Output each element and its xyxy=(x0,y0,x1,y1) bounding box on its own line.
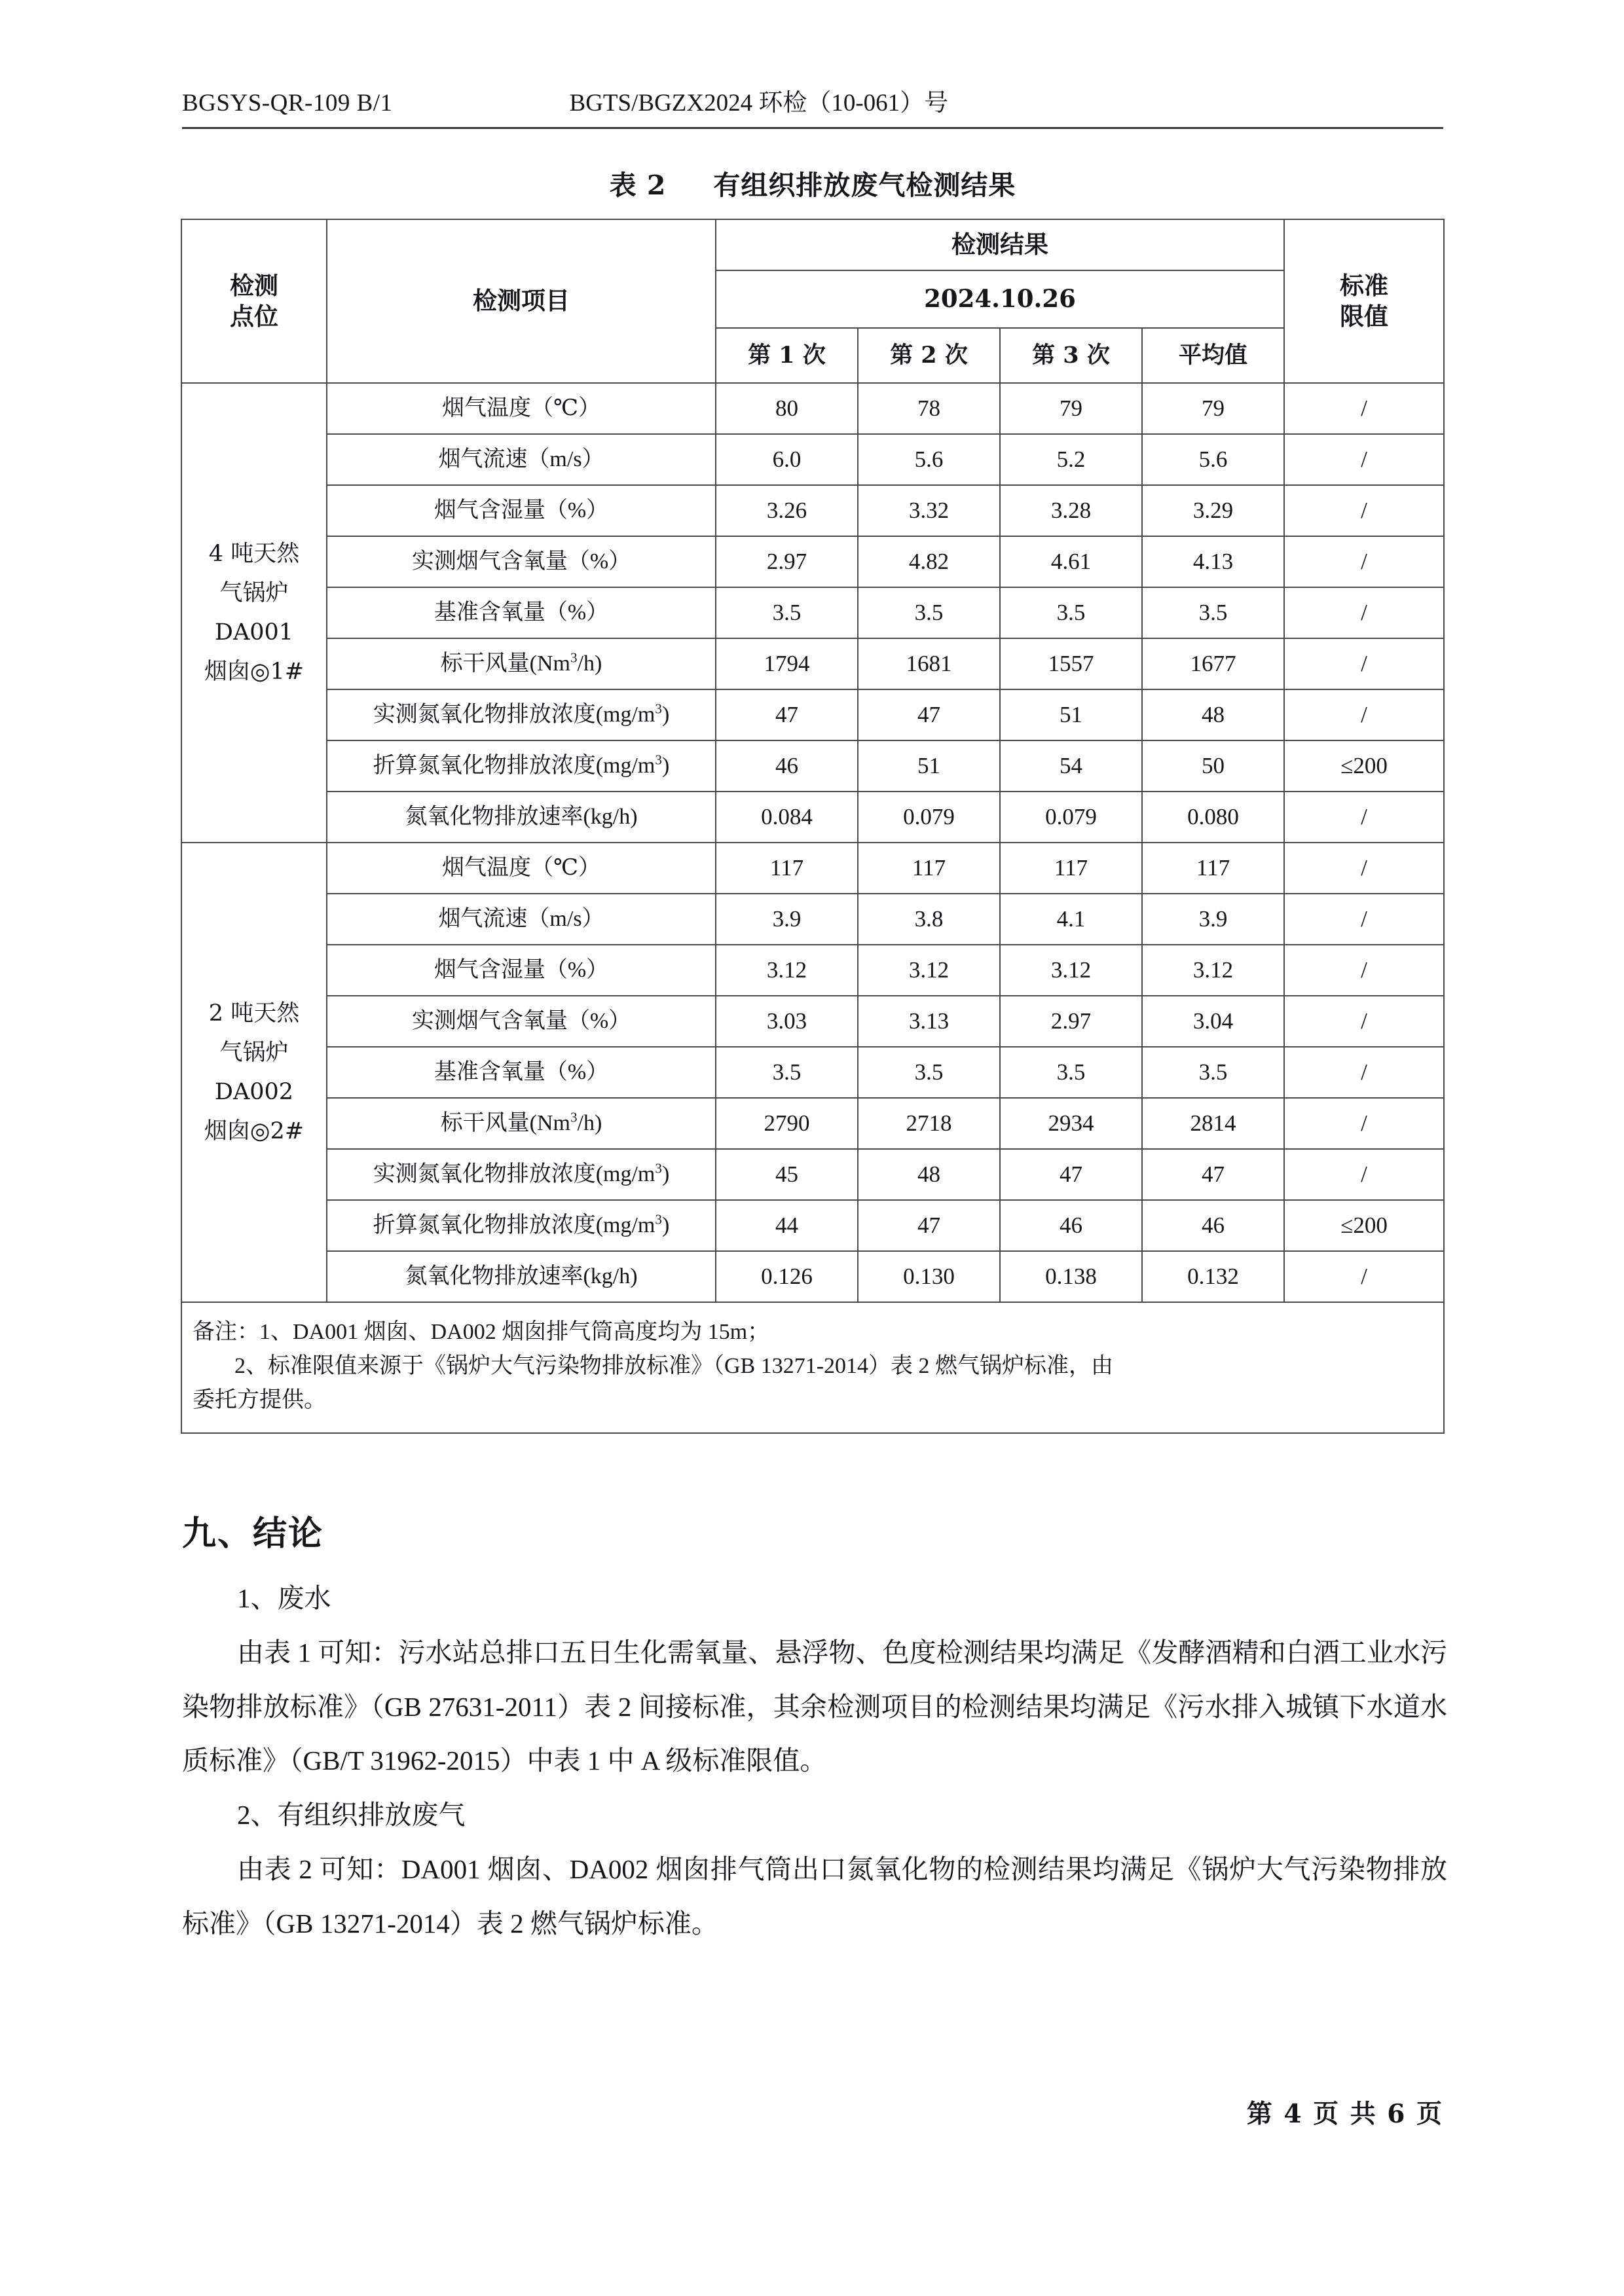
value-average-cell: 5.6 xyxy=(1142,434,1284,485)
table-row xyxy=(181,587,1444,638)
table-row xyxy=(181,945,1444,996)
table-row xyxy=(181,689,1444,740)
document-header xyxy=(182,82,1443,118)
value-average-cell: 1677 xyxy=(1142,638,1284,689)
value-average-cell: 79 xyxy=(1142,383,1284,434)
standard-limit-cell: / xyxy=(1284,383,1444,434)
value-run1-cell: 1794 xyxy=(716,638,858,689)
monitoring-point-line: DA001 xyxy=(214,619,294,646)
col-header-item: 检测项目 xyxy=(327,219,716,383)
value-run1-cell: 6.0 xyxy=(716,434,858,485)
form-code: BGSYS-QR-109 B/1 xyxy=(182,90,393,117)
value-run3-cell: 2.97 xyxy=(1000,996,1142,1047)
test-item-cell: 烟气流速（m/s） xyxy=(327,894,716,945)
value-average-cell: 0.132 xyxy=(1142,1251,1284,1302)
conclusion-sub1-title: 1、废水 xyxy=(237,1583,331,1613)
value-run3-cell: 3.12 xyxy=(1000,945,1142,996)
table-note-line: 备注：1、DA001 烟囱、DA002 烟囱排气筒高度均为 15m； xyxy=(193,1320,770,1345)
standard-limit-cell: / xyxy=(1284,894,1444,945)
value-run1-cell: 80 xyxy=(716,383,858,434)
value-average-cell: 0.080 xyxy=(1142,792,1284,843)
col-header-point-line2: 点位 xyxy=(230,302,278,331)
value-run2-cell: 0.130 xyxy=(858,1251,1000,1302)
table-row xyxy=(181,383,1444,434)
value-run2-cell: 3.12 xyxy=(858,945,1000,996)
value-run2-cell: 3.8 xyxy=(858,894,1000,945)
test-item-cell: 实测氮氧化物排放浓度$(mg/m^3)$ xyxy=(327,689,716,740)
value-run3-cell: 54 xyxy=(1000,740,1142,792)
table-row xyxy=(181,894,1444,945)
standard-limit-cell: / xyxy=(1284,1251,1444,1302)
value-run1-cell: 3.5 xyxy=(716,1047,858,1098)
test-item-cell: 折算氮氧化物排放浓度$(mg/m^3)$ xyxy=(327,740,716,792)
table-body xyxy=(181,383,1444,1433)
value-run1-cell: 3.9 xyxy=(716,894,858,945)
table-caption-title: 有组织排放废气检测结果 xyxy=(713,170,1016,201)
test-item-cell: 标干风量(Nm$^3$/h) xyxy=(327,1098,716,1149)
value-run3-cell: 3.5 xyxy=(1000,587,1142,638)
value-run2-cell: 3.13 xyxy=(858,996,1000,1047)
value-run2-cell: 3.5 xyxy=(858,1047,1000,1098)
table-notes-cell xyxy=(181,1302,1444,1433)
test-item-cell: 烟气含湿量（%） xyxy=(327,945,716,996)
value-run2-cell: 1681 xyxy=(858,638,1000,689)
table-row xyxy=(181,996,1444,1047)
value-run3-cell: 4.61 xyxy=(1000,536,1142,587)
test-item-cell: 折算氮氧化物排放浓度$(mg/m^3)$ xyxy=(327,1200,716,1251)
table-row xyxy=(181,740,1444,792)
value-run3-cell: 5.2 xyxy=(1000,434,1142,485)
value-run2-cell: 51 xyxy=(858,740,1000,792)
monitoring-point-line: 4 吨天然 xyxy=(208,540,300,567)
table-head xyxy=(181,219,1444,383)
monitoring-point-line: 烟囱◎1# xyxy=(204,659,304,685)
value-average-cell: 47 xyxy=(1142,1149,1284,1200)
monitoring-point-line: 气锅炉 xyxy=(219,579,289,606)
value-run2-cell: 4.82 xyxy=(858,536,1000,587)
col-header-limit-line1: 标准 xyxy=(1340,270,1388,300)
table-row xyxy=(181,638,1444,689)
value-run2-cell: 47 xyxy=(858,689,1000,740)
table-row xyxy=(181,434,1444,485)
value-run1-cell: 44 xyxy=(716,1200,858,1251)
value-average-cell: 48 xyxy=(1142,689,1284,740)
conclusion-body xyxy=(182,1571,1447,1951)
value-run2-cell: 3.32 xyxy=(858,485,1000,536)
conclusion-sub2-title: 2、有组织排放废气 xyxy=(237,1800,466,1831)
monitoring-point-line: 2 吨天然 xyxy=(208,1000,300,1027)
value-run3-cell: 46 xyxy=(1000,1200,1142,1251)
standard-limit-cell: / xyxy=(1284,945,1444,996)
standard-limit-cell: / xyxy=(1284,536,1444,587)
test-item-cell: 烟气温度（℃） xyxy=(327,383,716,434)
col-header-run1: 第 1 次 xyxy=(716,328,858,383)
monitoring-point-line: 气锅炉 xyxy=(219,1039,289,1066)
value-run2-cell: 78 xyxy=(858,383,1000,434)
table-caption xyxy=(182,164,1443,202)
standard-limit-cell: / xyxy=(1284,434,1444,485)
value-average-cell: 2814 xyxy=(1142,1098,1284,1149)
value-run3-cell: 3.28 xyxy=(1000,485,1142,536)
table-row xyxy=(181,792,1444,843)
value-run3-cell: 1557 xyxy=(1000,638,1142,689)
emission-results-table xyxy=(181,219,1445,1434)
value-run3-cell: 47 xyxy=(1000,1149,1142,1200)
value-run2-cell: 117 xyxy=(858,843,1000,894)
value-run2-cell: 2718 xyxy=(858,1098,1000,1149)
test-item-cell: 氮氧化物排放速率(kg/h) xyxy=(327,792,716,843)
page-footer: 第 4 页 共 6 页 xyxy=(1246,2099,1443,2129)
table-row xyxy=(181,1047,1444,1098)
value-average-cell: 3.12 xyxy=(1142,945,1284,996)
test-item-cell: 烟气含湿量（%） xyxy=(327,485,716,536)
test-item-cell: 实测氮氧化物排放浓度$(mg/m^3)$ xyxy=(327,1149,716,1200)
table-row xyxy=(181,485,1444,536)
value-average-cell: 3.29 xyxy=(1142,485,1284,536)
value-average-cell: 46 xyxy=(1142,1200,1284,1251)
table-row xyxy=(181,1200,1444,1251)
test-item-cell: 烟气流速（m/s） xyxy=(327,434,716,485)
value-run1-cell: 0.126 xyxy=(716,1251,858,1302)
value-run3-cell: 51 xyxy=(1000,689,1142,740)
table-row xyxy=(181,1251,1444,1302)
standard-limit-cell: / xyxy=(1284,587,1444,638)
test-item-cell: 标干风量(Nm$^3$/h) xyxy=(327,638,716,689)
monitoring-point-line: DA002 xyxy=(214,1079,294,1105)
standard-limit-cell: / xyxy=(1284,1098,1444,1149)
monitoring-point-line: 烟囱◎2# xyxy=(204,1118,304,1145)
col-header-date: 2024.10.26 xyxy=(716,270,1284,328)
test-item-cell: 烟气温度（℃） xyxy=(327,843,716,894)
standard-limit-cell: / xyxy=(1284,1149,1444,1200)
standard-limit-cell: ≤200 xyxy=(1284,1200,1444,1251)
standard-limit-cell: / xyxy=(1284,485,1444,536)
value-average-cell: 3.5 xyxy=(1142,1047,1284,1098)
conclusion-section-title: 九、结论 xyxy=(182,1514,324,1554)
value-average-cell: 3.9 xyxy=(1142,894,1284,945)
test-item-cell: 基准含氧量（%） xyxy=(327,587,716,638)
value-run2-cell: 47 xyxy=(858,1200,1000,1251)
value-run1-cell: 117 xyxy=(716,843,858,894)
value-run1-cell: 3.12 xyxy=(716,945,858,996)
value-average-cell: 3.5 xyxy=(1142,587,1284,638)
monitoring-point-cell xyxy=(181,843,327,1302)
value-run1-cell: 3.03 xyxy=(716,996,858,1047)
value-run1-cell: 45 xyxy=(716,1149,858,1200)
standard-limit-cell: / xyxy=(1284,843,1444,894)
standard-limit-cell: ≤200 xyxy=(1284,740,1444,792)
test-item-cell: 实测烟气含氧量（%） xyxy=(327,996,716,1047)
value-average-cell: 4.13 xyxy=(1142,536,1284,587)
value-run3-cell: 3.5 xyxy=(1000,1047,1142,1098)
value-run1-cell: 2790 xyxy=(716,1098,858,1149)
value-run3-cell: 0.079 xyxy=(1000,792,1142,843)
standard-limit-cell: / xyxy=(1284,638,1444,689)
standard-limit-cell: / xyxy=(1284,689,1444,740)
value-run2-cell: 3.5 xyxy=(858,587,1000,638)
col-header-run2: 第 2 次 xyxy=(858,328,1000,383)
col-header-limit-line2: 限值 xyxy=(1340,302,1388,331)
table-row xyxy=(181,843,1444,894)
value-average-cell: 117 xyxy=(1142,843,1284,894)
table-notes-row xyxy=(181,1302,1444,1433)
col-header-limit xyxy=(1284,219,1444,383)
table-note-line: 2、标准限值来源于《锅炉大气污染物排放标准》（GB 13271-2014）表 2 燃气锅炉标准，由 xyxy=(234,1354,1114,1379)
value-run3-cell: 0.138 xyxy=(1000,1251,1142,1302)
value-run1-cell: 2.97 xyxy=(716,536,858,587)
standard-limit-cell: / xyxy=(1284,1047,1444,1098)
table-note-line: 委托方提供。 xyxy=(193,1387,326,1412)
col-header-point-line1: 检测 xyxy=(230,270,278,300)
value-run2-cell: 0.079 xyxy=(858,792,1000,843)
header-divider xyxy=(182,127,1443,129)
value-run1-cell: 3.26 xyxy=(716,485,858,536)
value-run1-cell: 0.084 xyxy=(716,792,858,843)
test-item-cell: 实测烟气含氧量（%） xyxy=(327,536,716,587)
value-run1-cell: 46 xyxy=(716,740,858,792)
value-run2-cell: 5.6 xyxy=(858,434,1000,485)
monitoring-point-cell xyxy=(181,383,327,843)
report-number: BGTS/BGZX2024 环检（10-061）号 xyxy=(569,90,949,117)
value-run3-cell: 2934 xyxy=(1000,1098,1142,1149)
conclusion-sub2-body: 由表 2 可知：DA001 烟囱、DA002 烟囱排气筒出口氮氧化物的检测结果均满足《锅炉大气污染物排放标准》（GB 13271-2014）表 2 燃气锅炉标准。 xyxy=(182,1854,1447,1939)
value-average-cell: 3.04 xyxy=(1142,996,1284,1047)
table-caption-label: 表 2 xyxy=(609,170,667,201)
value-run3-cell: 117 xyxy=(1000,843,1142,894)
conclusion-sub1-body: 由表 1 可知：污水站总排口五日生化需氧量、悬浮物、色度检测结果均满足《发酵酒精和白酒工业水污染物排放标准》（GB 27631-2011）表 2 间接标准，其余检测项目的检测结果均满足《污水排入城镇下水道水质标准》（GB/T 31962-2015）中表 1 中 A 级标准限值。 xyxy=(182,1637,1447,1776)
standard-limit-cell: / xyxy=(1284,996,1444,1047)
col-header-point xyxy=(181,219,327,383)
value-average-cell: 50 xyxy=(1142,740,1284,792)
value-run3-cell: 4.1 xyxy=(1000,894,1142,945)
col-header-results-group: 检测结果 xyxy=(716,219,1284,270)
value-run3-cell: 79 xyxy=(1000,383,1142,434)
table-row xyxy=(181,1098,1444,1149)
table-row xyxy=(181,536,1444,587)
test-item-cell: 氮氧化物排放速率(kg/h) xyxy=(327,1251,716,1302)
value-run1-cell: 3.5 xyxy=(716,587,858,638)
standard-limit-cell: / xyxy=(1284,792,1444,843)
test-item-cell: 基准含氧量（%） xyxy=(327,1047,716,1098)
col-header-run3: 第 3 次 xyxy=(1000,328,1142,383)
value-run1-cell: 47 xyxy=(716,689,858,740)
col-header-average: 平均值 xyxy=(1142,328,1284,383)
table-row xyxy=(181,1149,1444,1200)
value-run2-cell: 48 xyxy=(858,1149,1000,1200)
